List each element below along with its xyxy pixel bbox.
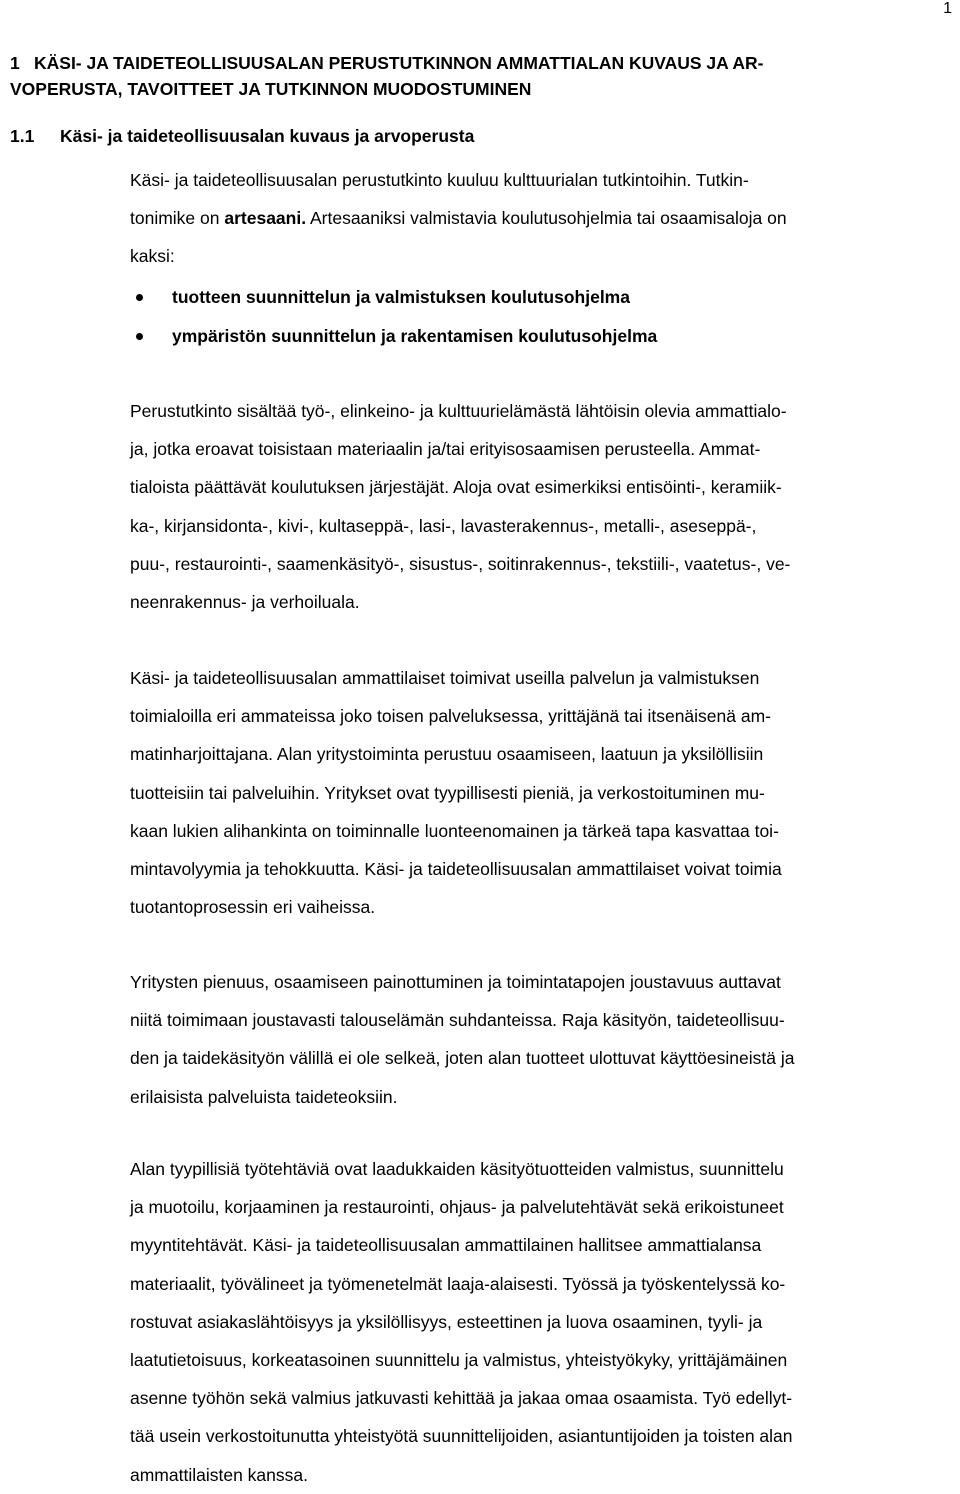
intro-paragraph [130, 161, 960, 276]
text-line: materiaalit, työvälineet ja työmenetelmät laaja-alaisesti. Työssä ja työskentelyssä ko- [130, 1273, 786, 1294]
chapter-heading-line-1 [10, 50, 950, 76]
text-line: Yritysten pienuus, osaamiseen painottuminen ja toimintatapojen joustavuus auttavat [130, 972, 781, 992]
text-line: Alan tyypillisiä työtehtäviä ovat laadukkaiden käsityötuotteiden valmistus, suunnittelu [130, 1159, 784, 1179]
list-item [130, 317, 657, 356]
list-item [130, 278, 657, 317]
text-line: Käsi- ja taideteollisuusalan ammattilaiset toimivat useilla palvelun ja valmistuksen [130, 668, 760, 688]
text-line: ammattilaisten kanssa. [130, 1464, 308, 1485]
text-line: mintavolyymia ja tehokkuutta. Käsi- ja taideteollisuusalan ammattilaiset voivat toimia [130, 858, 782, 879]
text-line: tialoista päättävät koulutuksen järjestäjät. Aloja ovat esimerkiksi entisöinti-, keramiik- [130, 477, 782, 498]
text-line: den ja taidekäsityön välillä ei ole selkeä, joten alan tuotteet ulottuvat käyttöesineistä ja [130, 1048, 795, 1069]
text-line: erilaisista palveluista taideteoksiin. [130, 1086, 398, 1107]
program-name: ympäristön suunnittelun ja rakentamisen koulutusohjelma [172, 325, 658, 346]
bullet-icon [136, 333, 143, 340]
text-line [130, 199, 960, 237]
paragraph-3 [130, 963, 960, 1116]
text-span: tonimike on [130, 208, 225, 229]
text-line: Käsi- ja taideteollisuusalan perustutkinto kuuluu kulttuurialan tutkintoihin. Tutkin- [130, 170, 749, 190]
text-line: tuotteisiin tai palveluihin. Yritykset ovat tyypillisesti pieniä, ja verkostoituminen mu- [130, 782, 765, 803]
chapter-heading [10, 50, 950, 102]
text-line: toimialoilla eri ammateissa joko toisen palveluksessa, yrittäjänä tai itsenäisenä am- [130, 706, 771, 727]
text-line: ja, jotka eroavat toisistaan materiaalin ja/tai erityisosaamisen perusteella. Ammat- [130, 439, 761, 460]
paragraph-1 [130, 392, 960, 621]
text-line: puu-, restaurointi-, saamenkäsityö-, sisustus-, soitinrakennus-, tekstiili-, vaatetus-, ve- [130, 553, 791, 574]
chapter-title-part-2: VOPERUSTA, TAVOITTEET JA TUTKINNON MUODOSTUMINEN [10, 79, 532, 99]
text-line: niitä toimimaan joustavasti talouselämän suhdanteissa. Raja käsityön, taideteollisuu- [130, 1010, 785, 1031]
text-line: myyntitehtävät. Käsi- ja taideteollisuusalan ammattilainen hallitsee ammattialansa [130, 1235, 762, 1256]
program-name: tuotteen suunnittelun ja valmistuksen koulutusohjelma [172, 287, 630, 307]
text-line: tuotantoprosessin eri vaiheissa. [130, 897, 376, 918]
text-line: kaan lukien alihankinta on toiminnalle luonteenomainen ja tärkeä tapa kasvattaa toi- [130, 820, 779, 841]
paragraph-4 [130, 1150, 960, 1494]
section-heading [10, 126, 474, 147]
chapter-number: 1 [10, 53, 20, 73]
section-title: Käsi- ja taideteollisuusalan kuvaus ja arvoperusta [60, 126, 475, 146]
text-line: asenne työhön sekä valmius jatkuvasti kehittää ja jakaa omaa osaamista. Työ edellyt- [130, 1388, 793, 1409]
text-line: kaksi: [130, 246, 175, 267]
text-line: rostuvat asiakaslähtöisyys ja yksilöllisyys, esteettinen ja luova osaaminen, tyyli- ja [130, 1311, 763, 1332]
chapter-title-part-1: KÄSI- JA TAIDETEOLLISUUSALAN PERUSTUTKINNON AMMATTIALAN KUVAUS JA AR- [34, 53, 764, 73]
text-line: ka-, kirjansidonta-, kivi-, kultaseppä-, lasi-, lavasterakennus-, metalli-, aseseppä-, [130, 515, 757, 536]
degree-title: artesaani. [224, 208, 307, 229]
text-line: laatutietoisuus, korkeatasoinen suunnittelu ja valmistus, yhteistyökyky, yrittäjämäinen [130, 1349, 788, 1370]
text-line: matinharjoittajana. Alan yritystoiminta perustuu osaamiseen, laatuun ja yksilöllisiin [130, 744, 764, 765]
text-line: Perustutkinto sisältää työ-, elinkeino- ja kulttuurielämästä lähtöisin olevia ammattialo- [130, 401, 787, 421]
page-number: 1 [943, 0, 952, 17]
bullet-icon [136, 294, 143, 301]
text-line: tää usein verkostoitunutta yhteistyötä suunnittelijoiden, asiantuntijoiden ja toisten alan [130, 1426, 793, 1447]
text-line: ja muotoilu, korjaaminen ja restaurointi, ohjaus- ja palvelutehtävät sekä erikoistuneet [130, 1197, 784, 1218]
program-list [130, 278, 657, 355]
text-span: Artesaaniksi valmistavia koulutusohjelmia tai osaamisaloja on [306, 208, 787, 229]
section-number: 1.1 [10, 126, 35, 146]
text-line: neenrakennus- ja verhoiluala. [130, 591, 360, 612]
paragraph-2 [130, 659, 960, 926]
